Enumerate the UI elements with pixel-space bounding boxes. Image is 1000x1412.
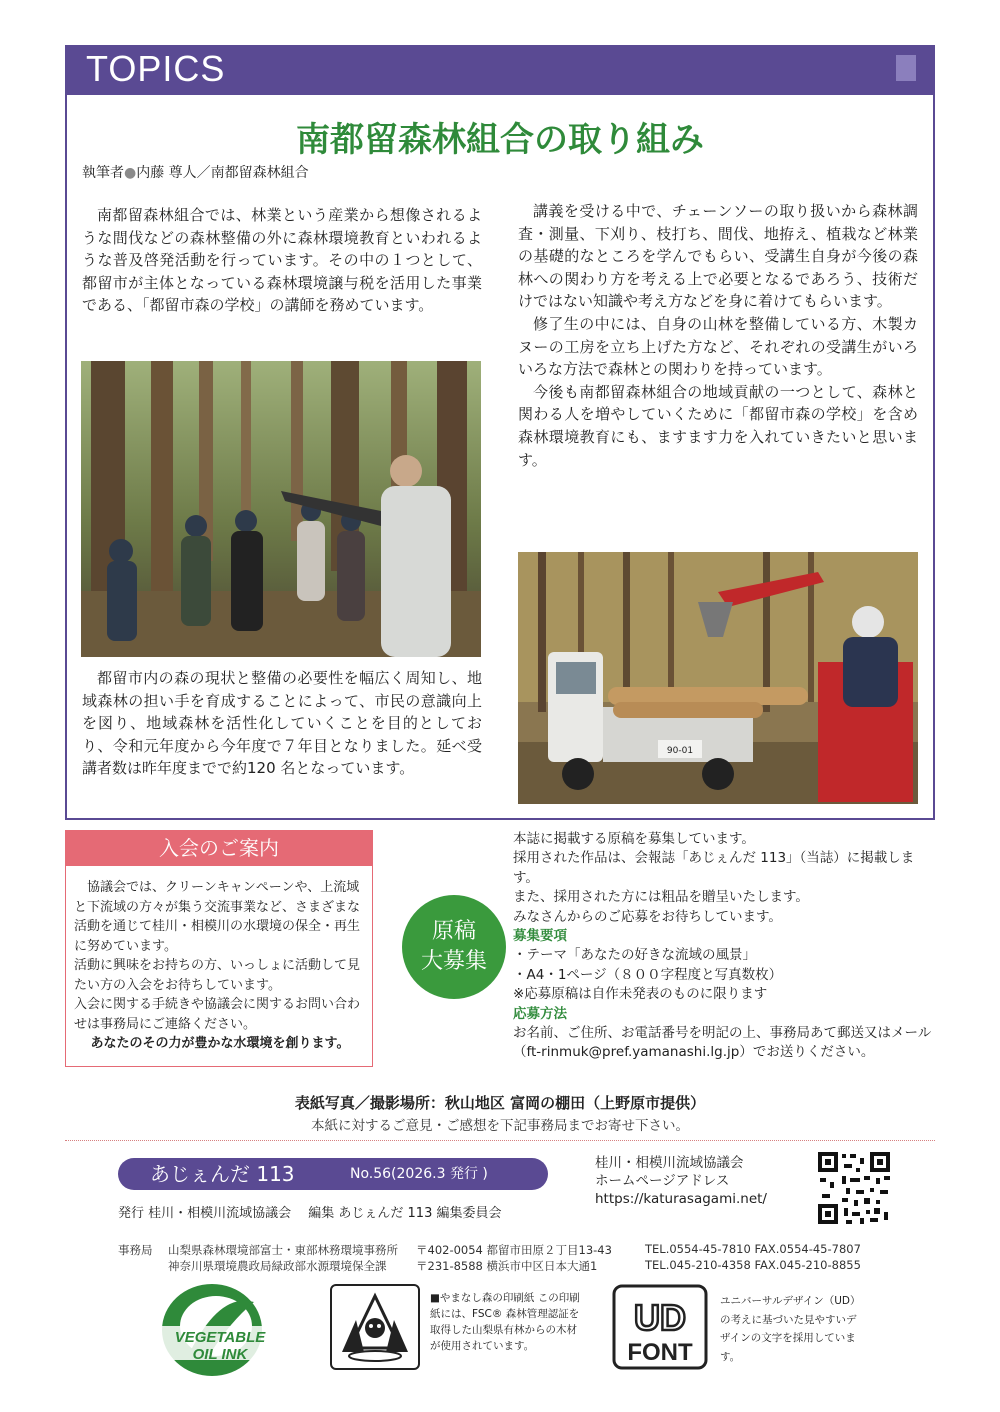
yamanashi-forest-logo [330,1284,420,1370]
article-col1-para1: 南都留森林組合では、林業という産業から想像されるような間伐などの森林整備の外に森林環境教育といわれるような普及啓発活動を行っています。その中の１つとして、都留市が主体となっている森林環境譲与税を活用した事業である、「都留市森の学校」の講師を務めています。 [82,206,482,315]
membership-heading: 入会のご案内 [65,830,373,866]
bullet-icon: ● [124,165,137,181]
article-col2-para1: 講義を受ける中で、チェーンソーの取り扱いから森林調査・測量、下刈り、枝打ち、間伐、地拵え、植栽など林業の基礎的なところを学んでもらい、受講生自身が今後の森林への関わり方を考える上で必要となるであろう、技術だけではない知識や考え方などを身に着けてもらいます。 [518,202,918,311]
forest-class-illustration [81,361,481,657]
office-label: 事務局 [118,1243,153,1257]
office2-address: 〒231-8588 横浜市中区日本大通1 [416,1259,598,1273]
office2-phone: TEL.045-210-4358 FAX.045-210-8855 [645,1258,861,1272]
recruit-line2: 採用された作品は、会報誌「あじぇんだ 113」（当誌）に掲載します。 [513,850,915,886]
article-title: 南都留森林組合の取り組み [296,120,704,160]
magazine-name: あじぇんだ 113 [150,1162,295,1186]
membership-body [74,878,366,1054]
recruit-badge-line2: 大募集 [420,949,487,974]
membership-p2: 活動に興味をお持ちの方、いっしょに活動して見たい方の入会をお待ちしています。 [74,958,361,993]
recruit-line1: 本誌に掲載する原稿を募集しています。 [513,831,755,847]
truck-plate: 90-01 [666,746,694,756]
recruit-line4: みなさんからのご応募をお待ちしています。 [513,908,782,925]
ud-font-logo [612,1284,708,1370]
ud-logo-line1: UD [634,1297,686,1338]
topics-tab-marker [896,55,916,81]
author-name: 内藤 尊人／南都留森林組合 [136,165,309,181]
recruit-requirement-1: ・テーマ「あなたの好きな流域の風景」 [513,947,756,964]
author-prefix: 執筆者 [82,165,124,181]
recruit-line3: また、採用された方には粗品を贈呈いたします。 [513,889,809,906]
qr-code-icon[interactable] [816,1150,892,1226]
office2-name: 神奈川県環境農政局緑政部水源環境保全課 [168,1259,387,1273]
fsc-paper-note: ■やまなし森の印刷紙 この印刷紙には、FSC® 森林管理認証を取得した山梨県有林からの木材が使用されています。 [430,1292,580,1352]
site-url[interactable]: https://katurasagami.net/ [595,1191,767,1207]
ud-logo-line2: FONT [627,1339,693,1366]
office1-phone: TEL.0554-45-7810 FAX.0554-45-7807 [645,1242,861,1256]
author-line [82,162,309,182]
recruit-method-heading: 応募方法 [513,1005,567,1022]
membership-p1: 協議会では、クリーンキャンペーンや、上流域と下流域の方々が集う交流事業など、さまざまな活動を通じて桂川・相模川の水環境の保全・再生に努めています。 [74,880,361,954]
office1-address: 〒402-0054 都留市田原２丁目13-43 [416,1243,612,1257]
article-col1-para2: 都留市内の森の現状と整備の必要性を幅広く周知し、地域森林の担い手を育成することによって、市民の意識向上を図り、地域森林を活性化していくことを目的としており、令和元年度から今年度で７年目となりました。延べ受講者数は昨年度までで約120 名となっています。 [82,669,482,778]
timber-truck-illustration [518,552,918,804]
article-col2-para2: 修了生の中には、自身の山林を整備している方、木製カヌーの工房を立ち上げた方など、それぞれの受講生がいろいろな方法で森林との関わりを持っています。 [518,314,918,379]
site-label: ホームページアドレス [595,1173,730,1189]
recruit-body [513,830,933,1063]
timber-truck-photo [518,552,918,804]
recruit-requirement-2: ・A4・1ページ（８００字程度と写真数枚） [513,966,783,983]
veg-logo-line1: VEGETABLE [174,1329,266,1346]
membership-slogan: あなたのその力が豊かな水環境を創ります。 [90,1036,350,1051]
feedback-note: 本紙に対するご意見・ご感想を下記事務局までお寄せ下さい。 [311,1118,689,1134]
site-org: 桂川・相模川流域協議会 [595,1155,744,1171]
office1-name: 山梨県森林環境部富士・東部林務環境事務所 [168,1243,398,1257]
issue-number: No.56(2026.3 発行 ) [350,1166,488,1182]
veg-logo-line2: OIL INK [192,1346,248,1363]
recruit-badge [402,895,506,999]
article-col2-para3: 今後も南都留森林組合の地域貢献の一つとして、森林と関わる人を増やしていくために「都留市森の学校」を含め森林環境教育にも、ますます力を入れていきたいと思います。 [518,382,918,469]
recruit-requirement-3: ※応募原稿は自作未発表のものに限ります [513,986,768,1003]
membership-p3: 入会に関する手続きや協議会に関するお問い合わせは事務局にご連絡ください。 [74,997,361,1032]
ud-font-note: ユニバーサルデザイン（UD）の考えに基づいた見やすいデザインの文字を採用しています。 [720,1295,857,1363]
topics-label: TOPICS [86,48,226,89]
recruit-method: お名前、ご住所、お電話番号を明記の上、事務局あて郵送又はメール（ft-rinmuk@pref.yamanashi.lg.jp）でお送りください。 [513,1025,932,1061]
website-block [595,1154,767,1208]
publisher-line: 発行 桂川・相模川流域協議会 編集 あじぇんだ 113 編集委員会 [118,1206,502,1221]
recruit-badge-line1: 原稿 [431,919,476,944]
cover-photo-caption: 表紙写真／撮影場所：秋山地区 富岡の棚田（上野原市提供） [294,1094,706,1112]
article-col2 [518,200,918,471]
recruit-requirements-heading: 募集要項 [513,928,567,945]
divider [65,1140,935,1141]
forest-class-photo [81,361,481,657]
vegetable-oil-ink-logo [150,1282,290,1382]
